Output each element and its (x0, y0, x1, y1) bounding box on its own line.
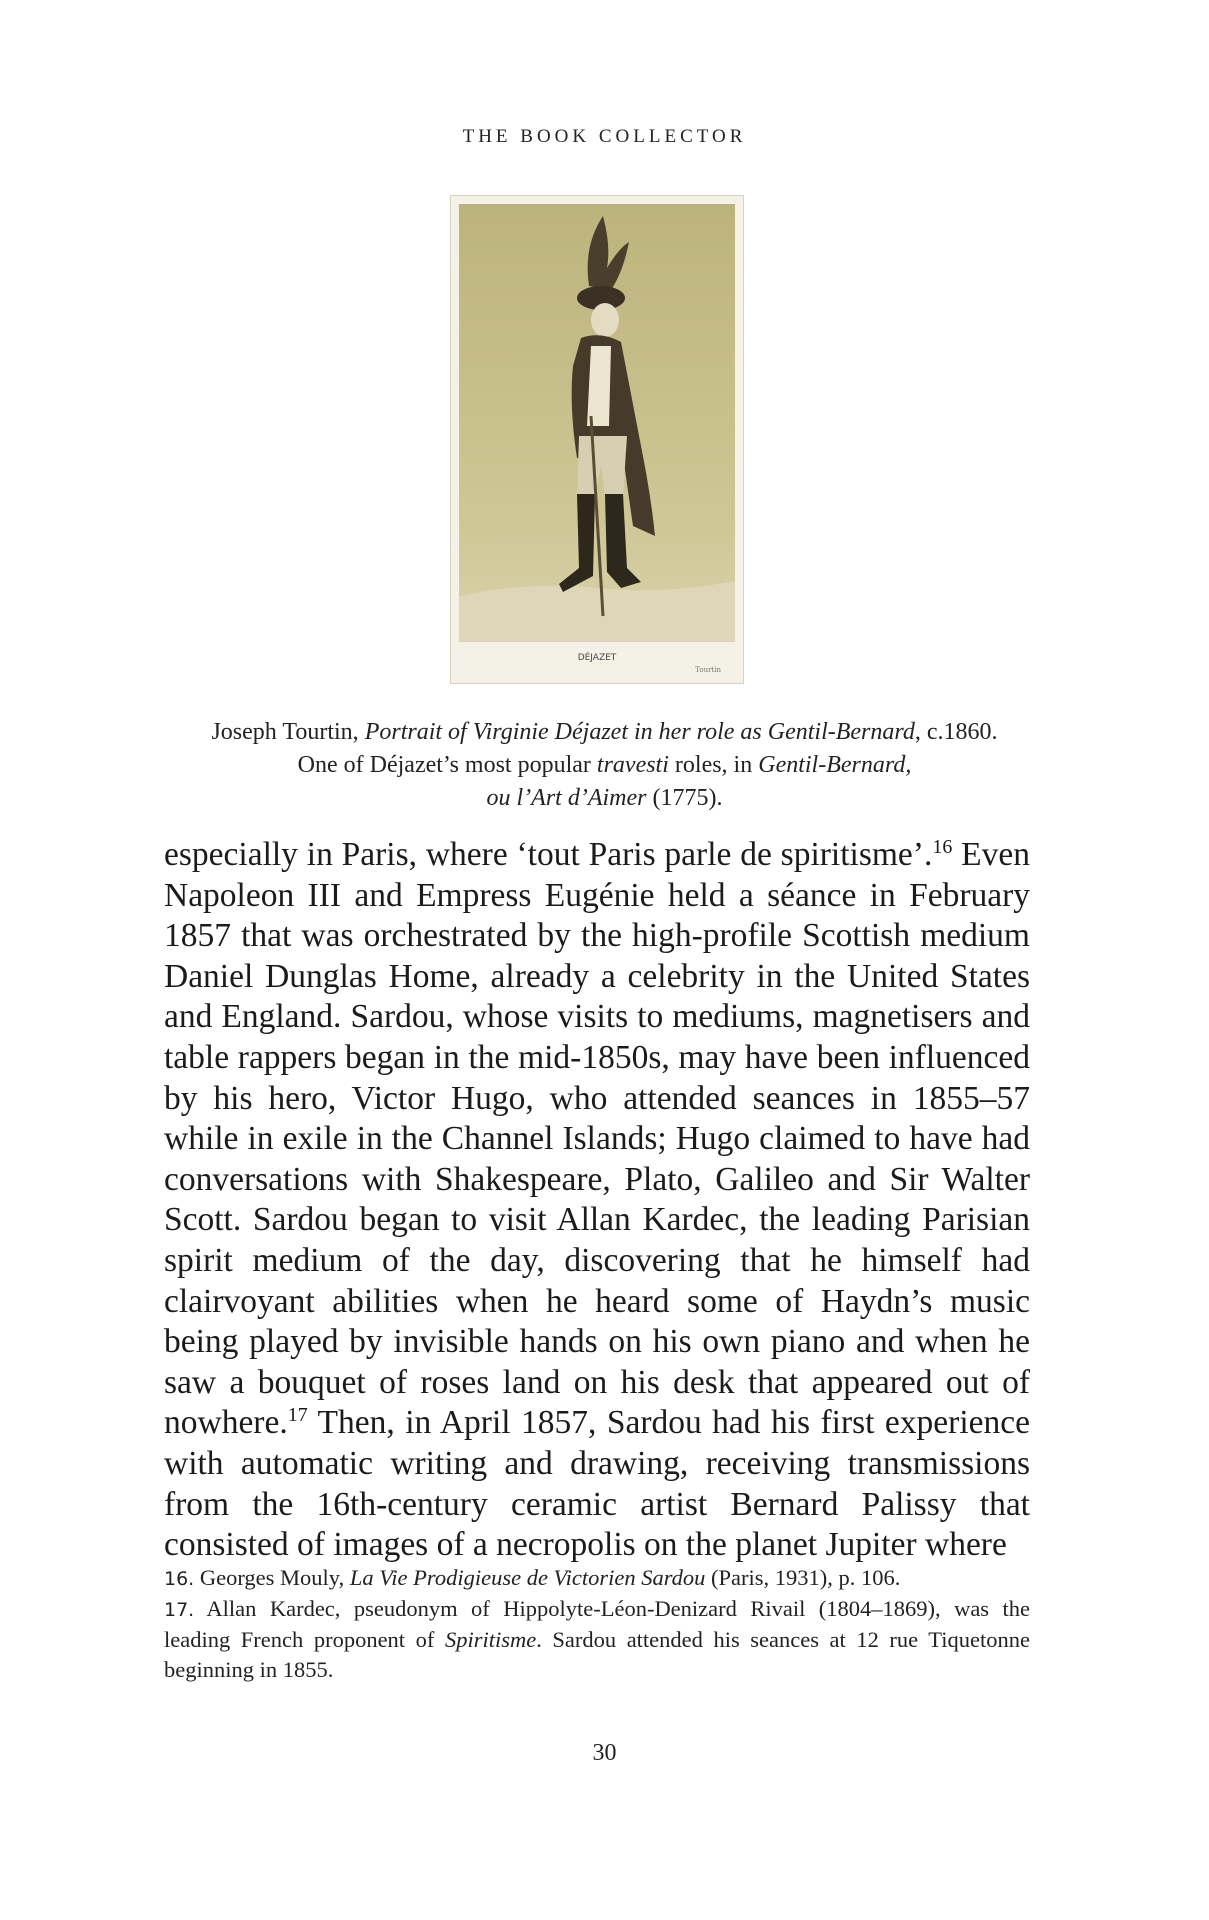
footnote-ref-16: 16 (932, 835, 953, 858)
figure-shirt (587, 346, 611, 426)
figure-head (591, 303, 619, 337)
portrait-photograph (451, 196, 743, 683)
photo-illustration (451, 196, 743, 683)
photo-label: DÉJAZET (577, 653, 617, 663)
caption-line-1: Joseph Tourtin, Portrait of Virginie Déjazet in her role as Gentil-Bernard, c.1860. (211, 719, 998, 745)
footnote-16: 16. Georges Mouly, La Vie Prodigieuse de Victorien Sardou (Paris, 1931), p. 106. (164, 1565, 901, 1590)
footnote-ref-17: 17 (287, 1404, 308, 1427)
footnotes (164, 1563, 1030, 1685)
page-number: 30 (592, 1740, 617, 1766)
caption-line-3: ou l’Art d’Aimer (1775). (486, 785, 723, 811)
footnote-17: 17. Allan Kardec, pseudonym of Hippolyte-Léon-Denizard Rivail (1804–1869), was the leading French proponent of Spiritisme. Sardou attended his seances at 12 rue Tiquetonne beginning in 1855. (164, 1596, 1030, 1682)
photo-floor (459, 581, 735, 640)
photo-stamp: Tourtin (695, 666, 721, 674)
running-head: THE BOOK COLLECTOR (462, 126, 747, 147)
figure-caption (150, 716, 1059, 815)
body-paragraph: especially in Paris, where ‘tout Paris parle de spiritisme’.$^{16}$ Even Napoleon III and Empress Eugénie held a séance in February 1857 that was orchestrated by the high-profile Scottish medium Daniel Dunglas Home, already a celebrity in the United States and England. Sardou, whose visits to mediums, magnetisers and table rappers began in the mid-1850s, may have been influenced by his hero, Victor Hugo, who attended seances in 1855–57 while in exile in the Channel Islands; Hugo claimed to have had conversations with Shakespeare, Plato, Galileo and Sir Walter Scott. Sardou began to visit Allan Kardec, the leading Parisian spirit medium of the day, discovering that he himself had clairvoyant abilities when he heard some of Haydn’s music being played by invisible hands on his own piano and when he saw a bouquet of roses land on his desk that appeared out of nowhere.$^{17}$ Then, in April 1857, Sardou had his first experience with automatic writing and drawing, receiving transmissions from the 16th-century ceramic artist Bernard Palissy that consisted of images of a necropolis on the planet Jupiter where (164, 835, 1030, 1564)
caption-line-2: One of Déjazet’s most popular travesti roles, in Gentil-Bernard, (297, 752, 912, 778)
